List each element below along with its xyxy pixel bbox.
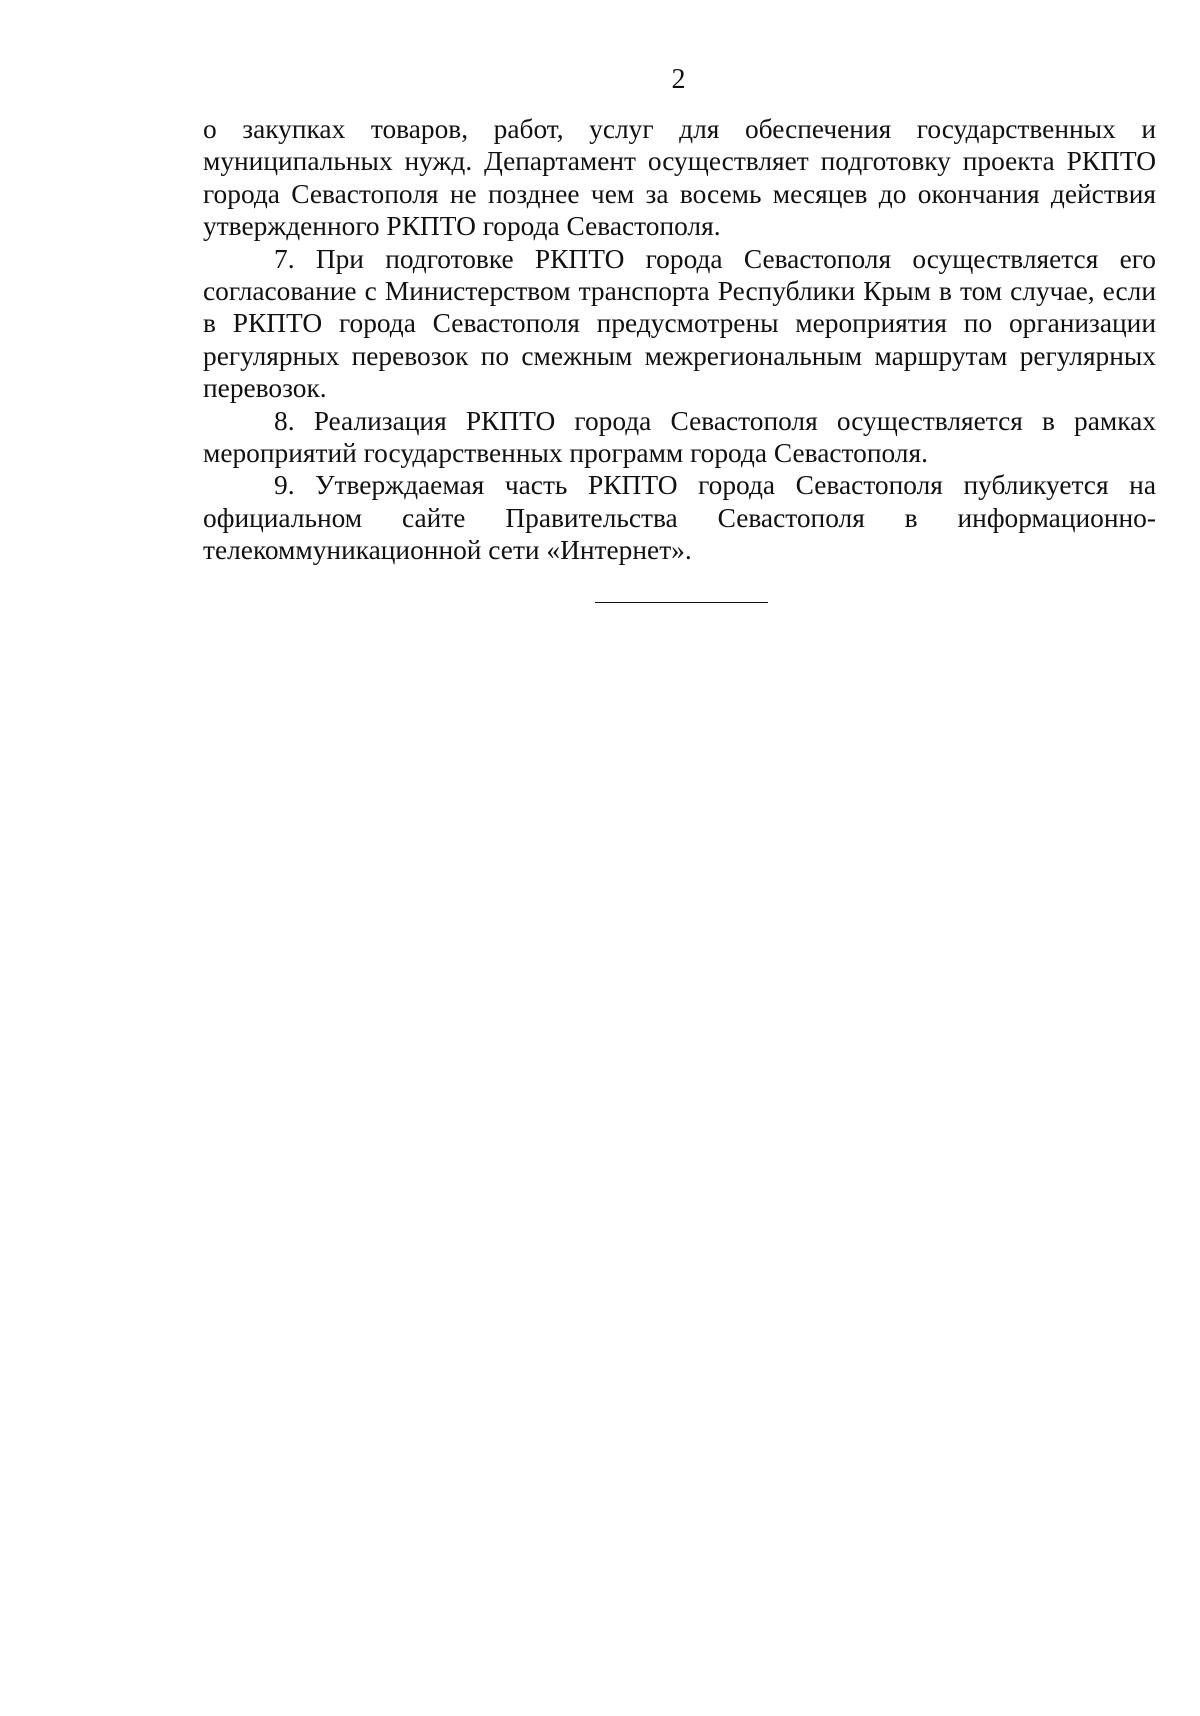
page-number: 2 xyxy=(671,64,686,95)
paragraph-item-9: 9. Утверждаемая часть РКПТО города Севастополя публикуется на официальном сайте Правительства Севастополя в информационно-телекоммуникационной сети «Интернет». xyxy=(203,470,1156,566)
paragraph-item-7: 7. При подготовке РКПТО города Севастополя осуществляется его согласование с Министерством транспорта Республики Крым в том случае, если в РКПТО города Севастополя предусмотрены мероприятия по организации регулярных перевозок по смежным межрегиональным маршрутам регулярных перевозок. xyxy=(203,243,1156,404)
document-body xyxy=(203,113,1156,567)
paragraph-continuation: о закупках товаров, работ, услуг для обеспечения государственных и муниципальных нужд. Департамент осуществляет подготовку проекта РКПТО города Севастополя не позднее чем за восемь месяцев до окончания действия утвержденного РКПТО города Севастополя. xyxy=(203,114,1156,242)
paragraph-item-8: 8. Реализация РКПТО города Севастополя осуществляется в рамках мероприятий государственных программ города Севастополя. xyxy=(203,405,1156,469)
end-of-document-rule xyxy=(595,602,768,603)
